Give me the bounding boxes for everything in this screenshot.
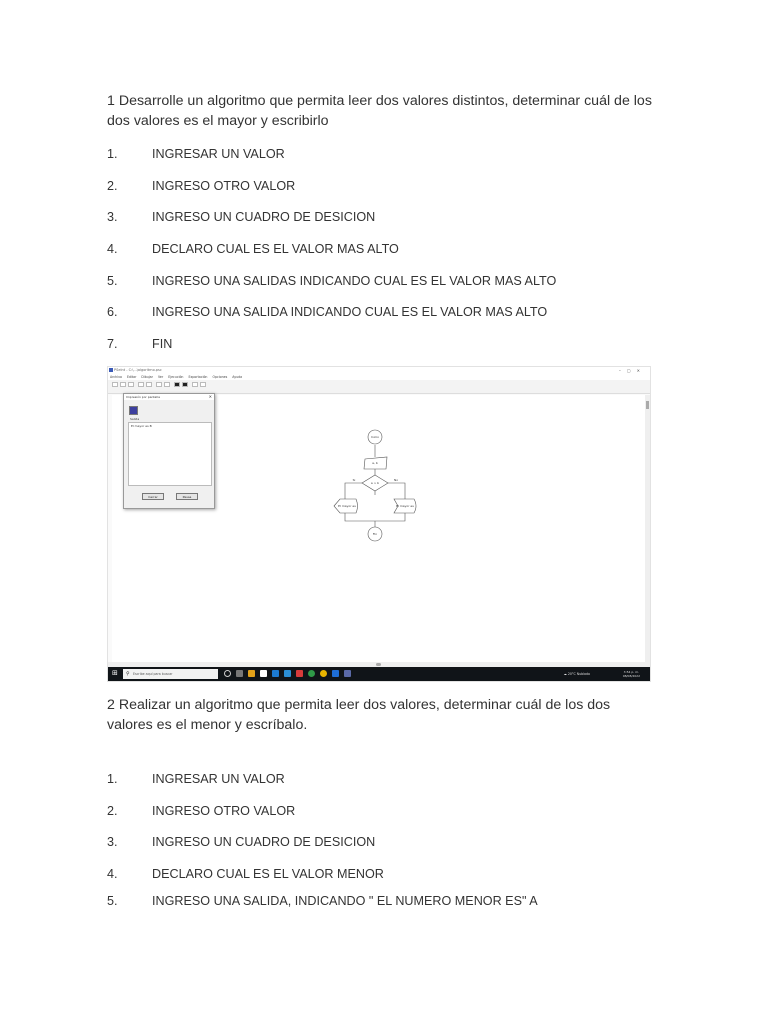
taskbar-search[interactable] — [123, 669, 218, 679]
step-text: INGRESO UNA SALIDA, INDICANDO " EL NUMERO MENOR ES" A — [152, 894, 538, 908]
help-icon[interactable] — [200, 382, 206, 387]
step-number: 5. — [107, 274, 118, 288]
step-text: DECLARO CUAL ES EL VALOR MENOR — [152, 867, 384, 881]
step-number: 5. — [107, 894, 118, 908]
menu-item[interactable]: Archivo — [110, 375, 122, 379]
menu-item[interactable]: Dibujar — [141, 375, 153, 379]
store-icon[interactable] — [260, 670, 267, 677]
open-file-icon[interactable] — [120, 382, 126, 387]
search-placeholder: Escribe aquí para buscar — [133, 672, 173, 676]
chrome-icon[interactable] — [308, 670, 315, 677]
question-1: 1 Desarrolle un algoritmo que permita leer dos valores distintos, determinar cuál de los dos valores es el mayor y escribirlo — [107, 93, 652, 129]
step-number: 3. — [107, 210, 118, 224]
app-icon[interactable] — [284, 670, 291, 677]
step-number: 3. — [107, 835, 118, 849]
clock-date: 08/08/2022 — [622, 674, 640, 678]
step-number: 4. — [107, 867, 118, 881]
task-view-icon[interactable] — [236, 670, 243, 677]
step-number: 6. — [107, 305, 118, 319]
flow-yes-label: Si — [352, 478, 356, 482]
weather[interactable] — [564, 667, 590, 681]
menu-item[interactable]: Ver — [157, 375, 164, 379]
step-number: 4. — [107, 242, 118, 256]
redo-icon[interactable] — [146, 382, 152, 387]
step-text: INGRESO UN CUADRO DE DESICION — [152, 210, 376, 224]
copy-icon[interactable] — [164, 382, 170, 387]
step-text: INGRESO OTRO VALOR — [152, 804, 296, 818]
flow-no-label: No — [393, 478, 399, 482]
clock-time: 3:54 p. m. — [623, 670, 640, 674]
taskbar — [108, 667, 650, 681]
new-file-icon[interactable] — [112, 382, 118, 387]
step-number: 1. — [107, 772, 118, 786]
cloud-icon: ☁ — [563, 672, 568, 676]
pseint-icon — [129, 406, 138, 415]
window-controls[interactable]: –▢✕ — [618, 368, 646, 373]
toolbar — [108, 380, 650, 394]
step-number: 7. — [107, 337, 118, 351]
weather-text: 20°C Nublado — [567, 672, 590, 676]
save-icon[interactable] — [128, 382, 134, 387]
vertical-scroll-thumb[interactable] — [646, 401, 649, 409]
menu-item[interactable]: Editar — [126, 375, 137, 379]
flow-end-label: Fin — [372, 532, 378, 536]
browser-icon[interactable] — [320, 670, 327, 677]
flow-start-label: Inicio — [371, 435, 379, 439]
dialog-title: Impresión por pantalla — [124, 394, 214, 400]
cut-icon[interactable] — [156, 382, 162, 387]
menu-item[interactable]: Opciones — [212, 375, 228, 379]
run-icon[interactable] — [174, 382, 180, 387]
menu-item[interactable]: Ayuda — [232, 375, 243, 379]
step-text: DECLARO CUAL ES EL VALOR MAS ALTO — [152, 242, 399, 256]
menu-item[interactable]: Ejecución — [168, 375, 184, 379]
close-button[interactable]: Cerrar — [142, 493, 164, 500]
output-dialog — [123, 393, 215, 509]
undo-icon[interactable] — [138, 382, 144, 387]
step-text: INGRESO UN CUADRO DE DESICION — [152, 835, 376, 849]
vertical-scrollbar[interactable] — [645, 395, 650, 667]
step-number: 2. — [107, 804, 118, 818]
app-icon — [109, 368, 113, 372]
output-area — [128, 422, 212, 486]
clock[interactable] — [623, 670, 640, 678]
flow-output-right-label: El mayor es — [396, 504, 414, 508]
step-text: INGRESAR UN VALOR — [152, 772, 285, 786]
flowchart-icon[interactable] — [192, 382, 198, 387]
pause-button[interactable]: Pausa — [176, 493, 198, 500]
windows-start-icon[interactable]: ⊞ — [112, 669, 118, 677]
window-title: PSeInt - C:\...\algoritmo.psc — [114, 368, 162, 372]
flow-decision-label: a > b — [370, 481, 380, 485]
flow-input-label: a, b — [372, 461, 378, 465]
step-number: 1. — [107, 147, 118, 161]
step-icon[interactable] — [182, 382, 188, 387]
dialog-label: Salida — [130, 417, 140, 421]
question-2: 2 Realizar un algoritmo que permita leer dos valores, determinar cuál de los dos valores es el menor y escríbalo. — [107, 697, 611, 733]
menu-item[interactable]: Exportación — [188, 375, 208, 379]
flow-output-left-label: El mayor es — [338, 504, 356, 508]
step-number: 2. — [107, 179, 118, 193]
mail-icon[interactable] — [272, 670, 279, 677]
cortana-icon[interactable] — [224, 670, 231, 677]
step-text: FIN — [152, 337, 173, 351]
office-icon[interactable] — [296, 670, 303, 677]
embedded-screenshot — [107, 366, 651, 682]
search-icon: ⚲ — [126, 671, 130, 677]
output-line: El mayor es B — [131, 424, 152, 428]
horizontal-scroll-thumb[interactable] — [376, 663, 381, 666]
edge-icon[interactable] — [332, 670, 339, 677]
step-text: INGRESO UNA SALIDAS INDICANDO CUAL ES EL VALOR MAS ALTO — [152, 274, 557, 288]
window-titlebar — [108, 367, 650, 374]
step-text: INGRESO UNA SALIDA INDICANDO CUAL ES EL VALOR MAS ALTO — [152, 305, 548, 319]
step-text: INGRESO OTRO VALOR — [152, 179, 296, 193]
pseint-taskbar-icon[interactable] — [344, 670, 351, 677]
step-text: INGRESAR UN VALOR — [152, 147, 285, 161]
close-icon[interactable]: ✕ — [208, 394, 212, 399]
file-explorer-icon[interactable] — [248, 670, 255, 677]
